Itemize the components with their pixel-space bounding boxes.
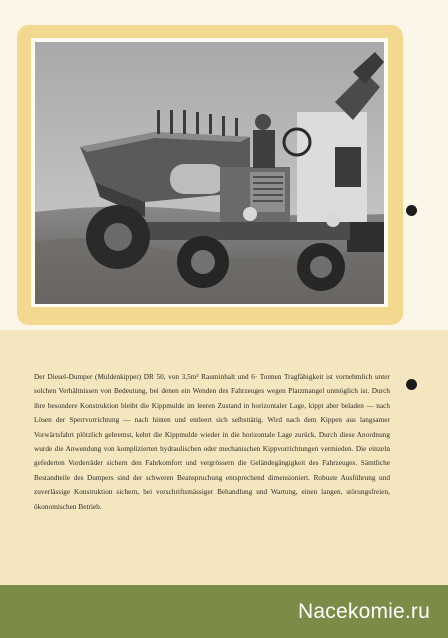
truck-illustration [35,42,384,304]
watermark-text: Nacekomie.ru [298,600,430,623]
punch-hole [406,379,417,390]
punch-hole [406,205,417,216]
dumper-truck-photo [35,42,384,304]
description-paragraph: Der Diesel-Dumper (Muldenkipper) DR 50, von 3,5m³ Rauminhalt und 6· Tonnen Tragfähigkeit ist vornehmlich unter solchen Verhältnissen von Bedeutung, bei denen ein Wenden des Fahrzeuges wegen Platzmangel unmöglich ist. Durch ihre besondere Konstruktion bleibt die Kippmulde im leeren Zustand in horizontaler Lage, kippt aber beladen — nach Lösen der Sperrvorrichtung — nach hinten und entleert sich selbsttätig. Wird nach dem Kippen aus langsamer Vorwärtsfahrt plötzlich gebremst, kehrt die Kippmulde wieder in die horizontale Lage zurück. Durch diese Anordnung wurde die Anwendung von komplizierten hydraulischen oder mechanischen Kippvorrichtungen vermieden. Die einzeln gefederten Vorderräder sichern den Fahrkomfort und vergrössern die Geländegängigkeit des Fahrzeuges. Sämtliche Bestandteile des Dumpers sind der schweren Beanspruchung entsprechend dimensioniert. Robuste Ausführung und zuverlässige Konstruktion sichern, bei vorschriftsmässiger Behandlung und Wartung, einen langen, störungsfreien, ökonomischen Betrieb. [34,373,390,511]
watermark-bar [0,585,448,638]
